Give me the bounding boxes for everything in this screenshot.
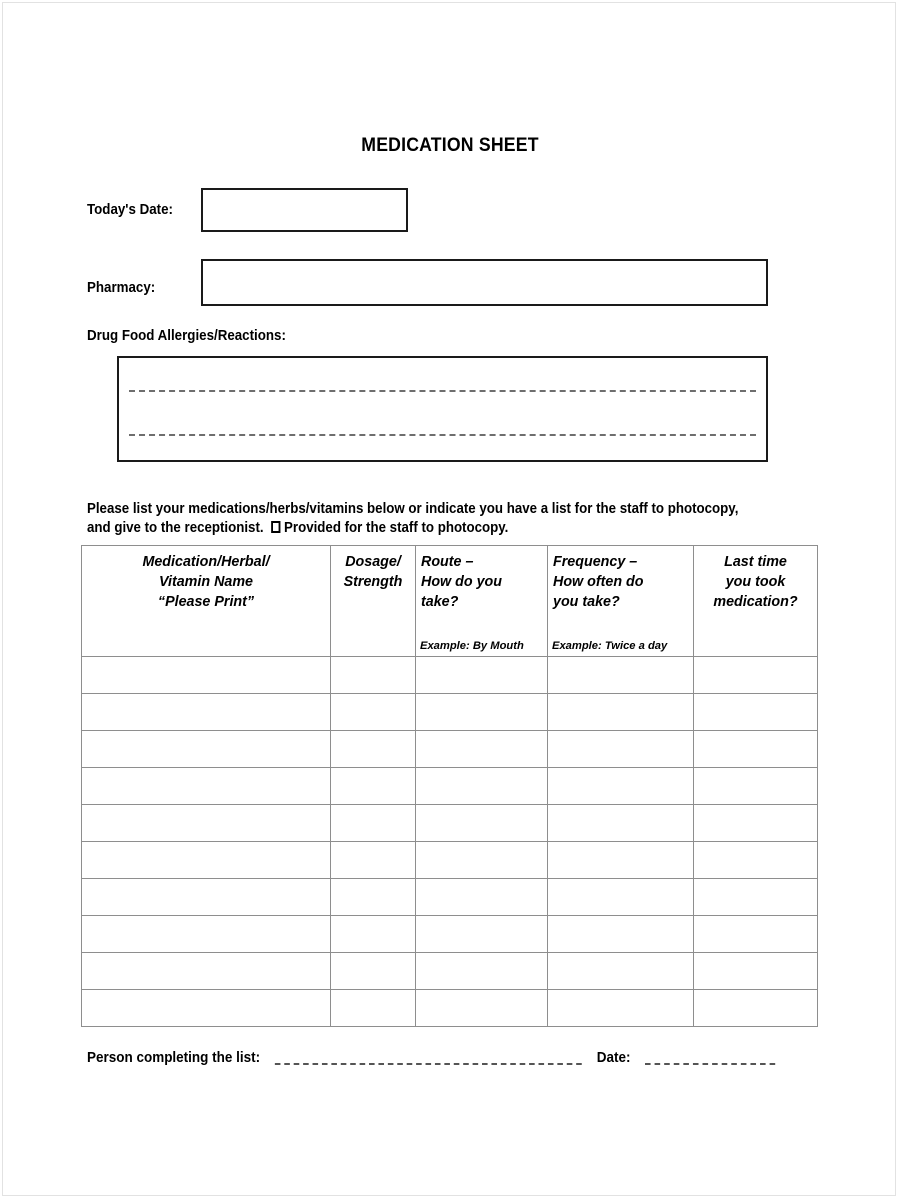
table-cell[interactable] bbox=[548, 879, 694, 916]
table-cell[interactable] bbox=[82, 768, 331, 805]
table-cell[interactable] bbox=[82, 953, 331, 990]
header-line: medication? bbox=[713, 594, 798, 610]
header-line: Strength bbox=[343, 574, 403, 590]
instructions-paragraph bbox=[87, 500, 775, 538]
table-cell[interactable] bbox=[82, 879, 331, 916]
person-completing-input[interactable] bbox=[275, 1063, 582, 1065]
table-cell[interactable] bbox=[548, 694, 694, 731]
table-cell[interactable] bbox=[694, 879, 818, 916]
table-body bbox=[82, 657, 818, 1027]
table-cell[interactable] bbox=[694, 731, 818, 768]
table-row bbox=[82, 990, 818, 1027]
footer-date-input[interactable] bbox=[645, 1063, 775, 1065]
table-cell[interactable] bbox=[416, 731, 548, 768]
header-line: Route – bbox=[421, 554, 474, 570]
column-header-route bbox=[416, 546, 548, 657]
page-title: MEDICATION SHEET bbox=[361, 135, 539, 156]
table-cell[interactable] bbox=[331, 694, 416, 731]
header-example-text: Example: By Mouth bbox=[420, 640, 524, 652]
table-cell[interactable] bbox=[82, 694, 331, 731]
table-cell[interactable] bbox=[331, 657, 416, 694]
signature-footer bbox=[87, 1050, 776, 1066]
column-header-dosage-strength bbox=[331, 546, 416, 657]
table-row bbox=[82, 694, 818, 731]
header-line: How do you bbox=[421, 574, 503, 590]
table-cell[interactable] bbox=[548, 731, 694, 768]
allergies-write-line-1 bbox=[129, 390, 756, 392]
header-line: “Please Print” bbox=[157, 594, 255, 610]
column-header-frequency bbox=[548, 546, 694, 657]
header-line: Frequency – bbox=[553, 554, 638, 570]
table-cell[interactable] bbox=[548, 842, 694, 879]
table-row bbox=[82, 953, 818, 990]
table-cell[interactable] bbox=[416, 953, 548, 990]
table-cell[interactable] bbox=[694, 805, 818, 842]
table-cell[interactable] bbox=[331, 731, 416, 768]
table-row bbox=[82, 805, 818, 842]
header-line: Medication/Herbal/ bbox=[142, 554, 270, 570]
table-cell[interactable] bbox=[331, 879, 416, 916]
instructions-line-2: and give to the receptionist. bbox=[87, 520, 264, 536]
person-completing-label: Person completing the list: bbox=[87, 1050, 261, 1066]
table-cell[interactable] bbox=[416, 657, 548, 694]
allergies-input[interactable] bbox=[117, 356, 768, 462]
table-cell[interactable] bbox=[331, 916, 416, 953]
table-cell[interactable] bbox=[82, 657, 331, 694]
todays-date-label: Today's Date: bbox=[87, 202, 173, 218]
header-line: Dosage/ bbox=[345, 554, 401, 570]
table-cell[interactable] bbox=[331, 805, 416, 842]
table-row bbox=[82, 768, 818, 805]
table-cell[interactable] bbox=[548, 916, 694, 953]
table-cell[interactable] bbox=[416, 694, 548, 731]
table-cell[interactable] bbox=[694, 842, 818, 879]
table-row bbox=[82, 879, 818, 916]
table-cell[interactable] bbox=[548, 990, 694, 1027]
photocopy-checkbox-label: Provided for the staff to photocopy. bbox=[284, 520, 509, 536]
allergies-write-line-2 bbox=[129, 434, 756, 436]
table-row bbox=[82, 916, 818, 953]
table-cell[interactable] bbox=[694, 953, 818, 990]
header-line: Vitamin Name bbox=[158, 574, 254, 590]
header-line: Last time bbox=[724, 554, 787, 570]
table-cell[interactable] bbox=[694, 768, 818, 805]
table-cell[interactable] bbox=[416, 842, 548, 879]
table-cell[interactable] bbox=[694, 916, 818, 953]
pharmacy-label: Pharmacy: bbox=[87, 280, 156, 296]
table-cell[interactable] bbox=[694, 990, 818, 1027]
allergies-label: Drug Food Allergies/Reactions: bbox=[87, 328, 286, 344]
table-cell[interactable] bbox=[331, 990, 416, 1027]
instructions-line-1: Please list your medications/herbs/vitamins below or indicate you have a list for the staff to photocopy, bbox=[87, 501, 739, 517]
header-line: you took bbox=[725, 574, 786, 590]
footer-date-label: Date: bbox=[596, 1050, 631, 1066]
header-line: take? bbox=[421, 594, 459, 610]
table-cell[interactable] bbox=[548, 768, 694, 805]
table-row bbox=[82, 842, 818, 879]
medication-table bbox=[81, 545, 818, 1027]
table-cell[interactable] bbox=[331, 842, 416, 879]
table-cell[interactable] bbox=[82, 805, 331, 842]
table-cell[interactable] bbox=[694, 694, 818, 731]
table-cell[interactable] bbox=[548, 657, 694, 694]
table-cell[interactable] bbox=[331, 953, 416, 990]
table-header-row bbox=[82, 546, 818, 657]
header-line: How often do bbox=[553, 574, 644, 590]
table-cell[interactable] bbox=[416, 916, 548, 953]
table-cell[interactable] bbox=[416, 879, 548, 916]
header-example-text: Example: Twice a day bbox=[552, 640, 668, 652]
table-cell[interactable] bbox=[331, 768, 416, 805]
table-cell[interactable] bbox=[82, 916, 331, 953]
table-row bbox=[82, 731, 818, 768]
table-cell[interactable] bbox=[416, 990, 548, 1027]
column-header-last-time-taken bbox=[694, 546, 818, 657]
table-cell[interactable] bbox=[548, 953, 694, 990]
table-cell[interactable] bbox=[82, 842, 331, 879]
table-cell[interactable] bbox=[694, 657, 818, 694]
table-row bbox=[82, 657, 818, 694]
column-header-medication-name bbox=[82, 546, 331, 657]
table-cell[interactable] bbox=[82, 731, 331, 768]
table-cell[interactable] bbox=[82, 990, 331, 1027]
pharmacy-input[interactable] bbox=[201, 259, 768, 306]
table-cell[interactable] bbox=[416, 805, 548, 842]
todays-date-input[interactable] bbox=[201, 188, 408, 232]
checkbox-square-icon[interactable] bbox=[271, 521, 280, 533]
header-line: you take? bbox=[553, 594, 620, 610]
table-cell[interactable] bbox=[548, 805, 694, 842]
table-cell[interactable] bbox=[416, 768, 548, 805]
